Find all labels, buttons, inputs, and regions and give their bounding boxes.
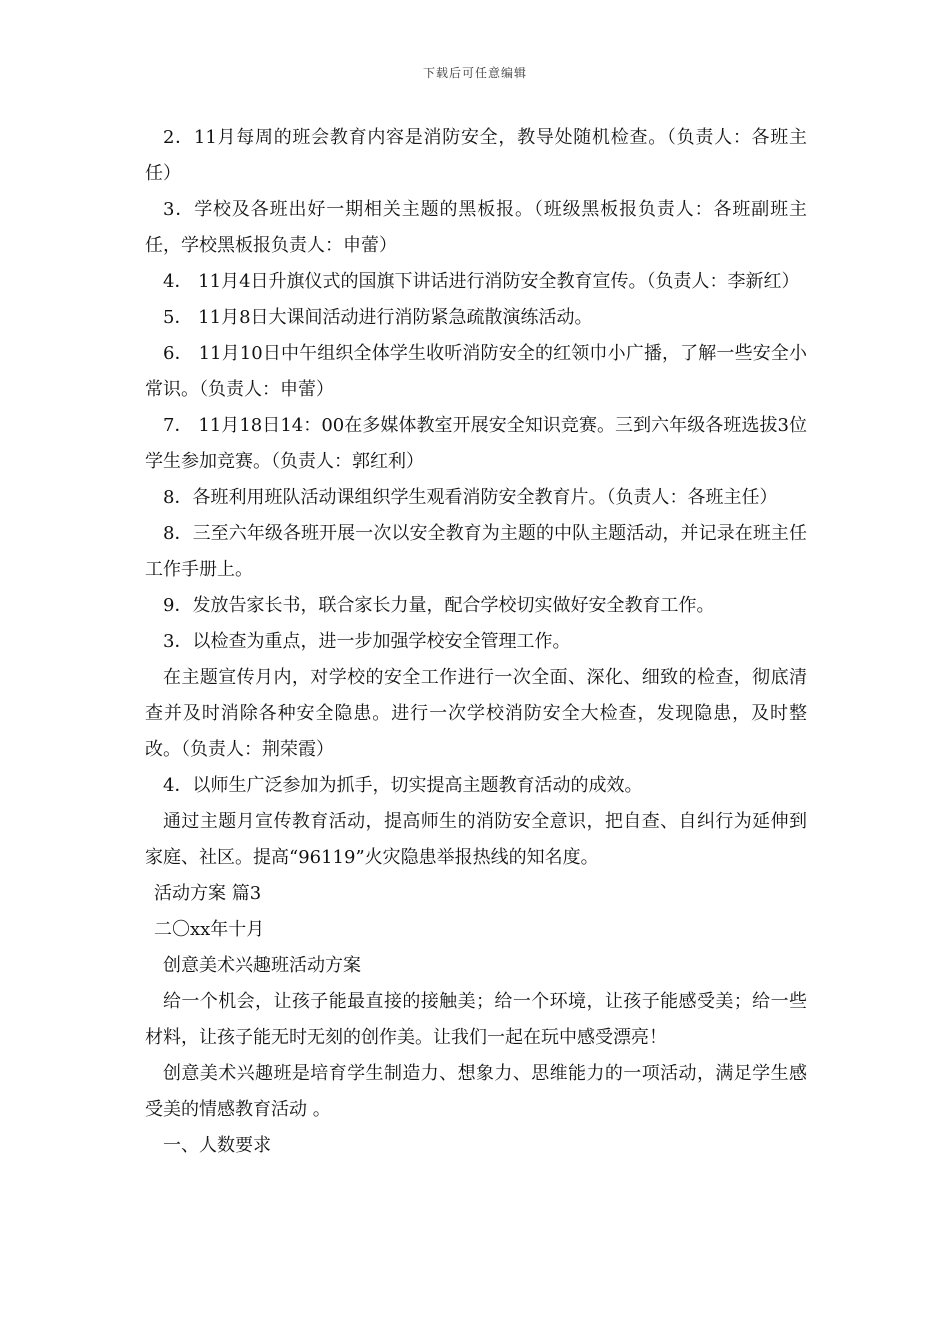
page-header-note: 下载后可任意编辑 [422,66,527,80]
paragraph-item-8a: 8．各班利用班队活动课组织学生观看消防安全教育片。（负责人：各班主任） [163,487,778,508]
paragraph-item-2: 2．11月每周的班会教育内容是消防安全，教导处随机检查。（负责人：各班主任） [145,127,807,184]
paragraph-item-7: 7． 11月18日14：00在多媒体教室开展安全知识竞赛。三到六年级各班选拔3位学生参加竞赛。（负责人：郭红利） [145,415,807,472]
paragraph-item-3: 3．学校及各班出好一期相关主题的黑板报。（班级黑板报负责人：各班副班主任，学校黑板报负责人：申蕾） [145,199,807,256]
plan-title: 活动方案 篇3 [154,883,262,904]
paragraph-item-5: 5． 11月8日大课间活动进行消防紧急疏散演练活动。 [163,307,593,328]
plan-subtitle: 创意美术兴趣班活动方案 [163,955,361,976]
paragraph-item-4: 4． 11月4日升旗仪式的国旗下讲话进行消防安全教育宣传。（负责人：李新红） [163,271,800,292]
document-body [145,120,807,1164]
paragraph-item-6: 6． 11月10日中午组织全体学生收听消防安全的红领巾小广播，了解一些安全小常识。（负责人：申蕾） [145,343,807,400]
paragraph-item-9: 9．发放告家长书，联合家长力量，配合学校切实做好安全教育工作。 [163,595,715,616]
section-heading-participation: 4．以师生广泛参加为抓手，切实提高主题教育活动的成效。 [163,775,643,796]
paragraph-item-8b: 8．三至六年级各班开展一次以安全教育为主题的中队主题活动，并记录在班主任工作手册上。 [145,523,807,580]
section-heading-headcount: 一、人数要求 [163,1135,271,1156]
paragraph-participation-body: 通过主题月宣传教育活动，提高师生的消防安全意识，把自查、自纠行为延伸到家庭、社区。提高“96119”火灾隐患举报热线的知名度。 [145,811,807,868]
plan-intro: 给一个机会，让孩子能最直接的接触美；给一个环境，让孩子能感受美；给一些材料，让孩子能无时无刻的创作美。让我们一起在玩中感受漂亮！ [145,991,807,1048]
paragraph-inspection-body: 在主题宣传月内，对学校的安全工作进行一次全面、深化、细致的检查，彻底清查并及时消除各种安全隐患。进行一次学校消防安全大检查，发现隐患，及时整改。（负责人：荆荣霞） [145,667,807,760]
plan-description: 创意美术兴趣班是培育学生制造力、想象力、思维能力的一项活动，满足学生感受美的情感教育活动 。 [145,1063,807,1120]
section-heading-inspection: 3．以检查为重点，进一步加强学校安全管理工作。 [163,631,571,652]
plan-date: 二〇xx年十月 [154,919,265,940]
